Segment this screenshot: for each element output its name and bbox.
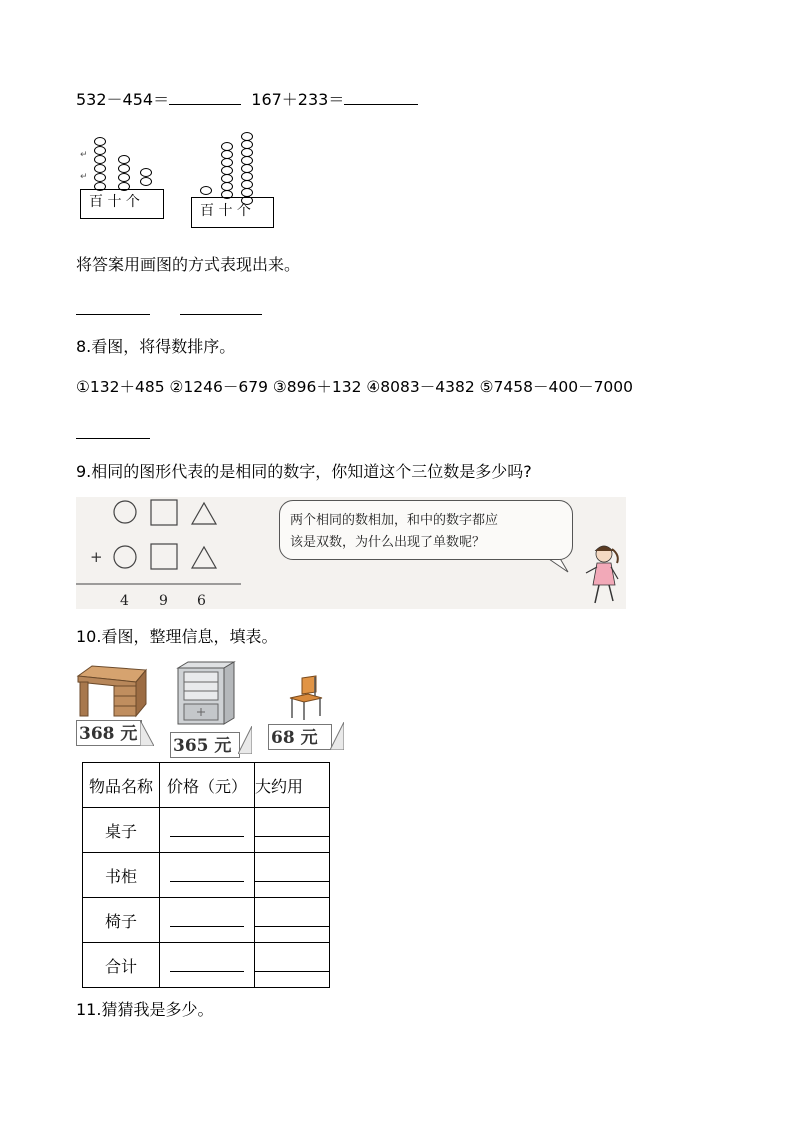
- question-9-figure: [76, 497, 626, 609]
- row-label: 书柜: [83, 853, 160, 898]
- girl-figure-icon: [586, 546, 618, 603]
- q8-item: ⑤7458－400－7000: [479, 378, 634, 396]
- abacus-bead: [94, 164, 106, 173]
- row-label: 合计: [83, 943, 160, 988]
- triangle-shape-icon: [192, 503, 216, 524]
- tag-corner-icon: [140, 720, 154, 746]
- question-10-title: 10.看图，整理信息，填表。: [76, 627, 278, 646]
- abacus-bead: [94, 137, 106, 146]
- q8-item: ③896＋132: [272, 378, 362, 396]
- abacus-bead: [94, 146, 106, 155]
- price-cell[interactable]: [160, 808, 255, 853]
- price-cell[interactable]: [160, 898, 255, 943]
- triangle-shape-icon: [192, 547, 216, 568]
- equation-2: 167＋233＝: [251, 90, 345, 109]
- speech-bubble: [279, 500, 573, 560]
- abacus-bead: [140, 177, 152, 186]
- chair-price-tag: [268, 724, 332, 750]
- q8-item: ①132＋485: [76, 378, 165, 396]
- speech-text-line-1: 两个相同的数相加，和中的数字都应: [290, 513, 499, 528]
- abacus-bead: [200, 186, 212, 195]
- question-8-items: [76, 377, 633, 397]
- desk-price: 368 元: [79, 724, 138, 744]
- table-header-row: [83, 763, 330, 808]
- q8-item: ④8083－4382: [366, 378, 475, 396]
- price-cell[interactable]: [160, 943, 255, 988]
- abacus-bead: [118, 155, 130, 164]
- sum-digit: 6: [197, 593, 206, 609]
- return-mark-icon: ↵: [80, 172, 88, 182]
- circle-shape-icon: [114, 546, 136, 568]
- approx-cell[interactable]: [255, 943, 330, 988]
- circle-shape-icon: [114, 501, 136, 523]
- price-cell[interactable]: [160, 853, 255, 898]
- abacus-1-base: [80, 189, 164, 219]
- equation-line: [76, 88, 418, 110]
- table-row: [83, 808, 330, 853]
- square-shape-icon: [151, 544, 177, 569]
- approx-cell[interactable]: [255, 808, 330, 853]
- sum-digit: 9: [159, 593, 168, 609]
- header-approx: 大约用: [255, 763, 330, 808]
- abacus-2-labels: 百 十 个: [200, 203, 251, 219]
- abacus-2-base: [191, 197, 274, 228]
- abacus-bead: [94, 155, 106, 164]
- abacus-bead: [118, 164, 130, 173]
- row-label: 桌子: [83, 808, 160, 853]
- answer-blank-1[interactable]: [169, 88, 241, 105]
- return-mark-icon: ↵: [80, 150, 88, 160]
- approx-cell[interactable]: [255, 898, 330, 943]
- tag-corner-icon: [330, 722, 344, 750]
- plus-sign: +: [90, 548, 103, 566]
- question-11-title: 11.猜猜我是多少。: [76, 1000, 214, 1019]
- question-8-title: 8.看图，将得数排序。: [76, 337, 236, 356]
- tag-corner-icon: [238, 726, 252, 754]
- desk-price-tag: [76, 720, 142, 746]
- drawing-instruction: 将答案用画图的方式表现出来。: [76, 255, 301, 274]
- question-9-title: 9.相同的图形代表的是相同的数字，你知道这个三位数是多少吗?: [76, 462, 532, 481]
- answer-blank-2[interactable]: [344, 88, 418, 105]
- q8-answer-blank[interactable]: [76, 438, 150, 439]
- q8-item: ②1246－679: [169, 378, 268, 396]
- abacus-bead: [140, 168, 152, 177]
- chair-price: 68 元: [271, 728, 318, 748]
- bookshelf-price: 365 元: [173, 736, 232, 756]
- square-shape-icon: [151, 500, 177, 525]
- sum-digit: 4: [120, 593, 129, 609]
- abacus-bead: [118, 173, 130, 182]
- abacus-bead: [94, 173, 106, 182]
- drawing-answer-blank-2[interactable]: [180, 314, 262, 315]
- price-table: [82, 762, 330, 988]
- approx-cell[interactable]: [255, 853, 330, 898]
- chair-image: [284, 674, 328, 722]
- header-price: 价格（元）: [160, 763, 255, 808]
- equation-1: 532－454＝: [76, 90, 170, 109]
- table-row: [83, 943, 330, 988]
- abacus-1-labels: 百 十 个: [89, 194, 140, 210]
- header-item-name: 物品名称: [83, 763, 160, 808]
- desk-image: [76, 664, 148, 720]
- table-row: [83, 853, 330, 898]
- drawing-answer-blank-1[interactable]: [76, 314, 150, 315]
- row-label: 椅子: [83, 898, 160, 943]
- bookshelf-image: [174, 660, 240, 726]
- bookshelf-price-tag: [170, 732, 240, 758]
- table-row: [83, 898, 330, 943]
- speech-text-line-2: 该是双数，为什么出现了单数呢？: [290, 535, 486, 550]
